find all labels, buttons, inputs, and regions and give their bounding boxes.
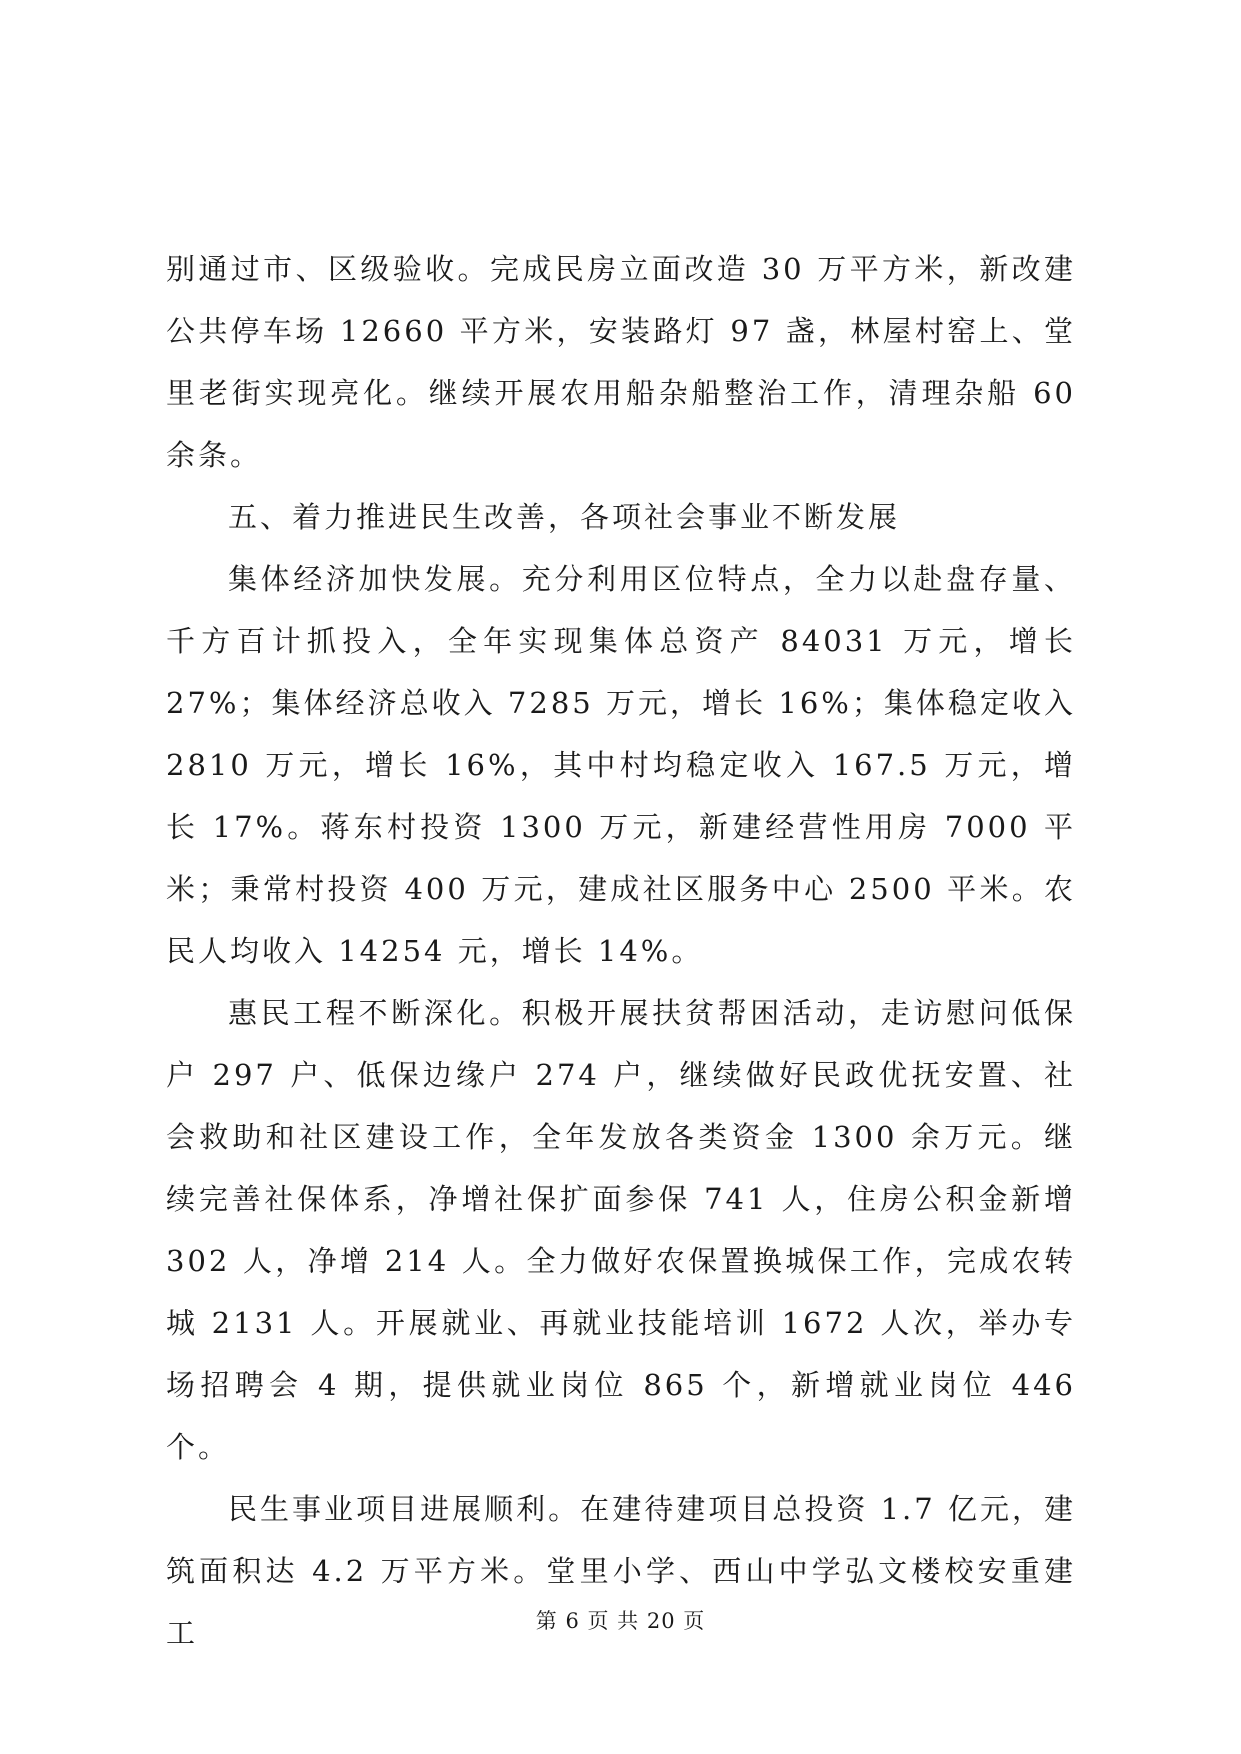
- paragraph-livelihood-projects: 民生事业项目进展顺利。在建待建项目总投资 1.7 亿元，建筑面积达 4.2 万平方米。堂里小学、西山中学弘文楼校安重建工: [166, 1492, 1076, 1650]
- section-heading: 五、着力推进民生改善，各项社会事业不断发展: [228, 500, 901, 534]
- document-body: [166, 238, 1076, 1664]
- paragraph-welfare-projects: 惠民工程不断深化。积极开展扶贫帮困活动，走访慰问低保户 297 户、低保边缘户 274 户，继续做好民政优抚安置、社会救助和社区建设工作，全年发放各类资金 1300 余万元。继续完善社保体系，净增社保扩面参保 741 人，住房公积金新增 302 人，净增 214 人。全力做好农保置换城保工作，完成农转城 2131 人。开展就业、再就业技能培训 1672 人次，举办专场招聘会 4 期，提供就业岗位 865 个，新增就业岗位 446 个。: [166, 996, 1076, 1464]
- paragraph-continuation: 别通过市、区级验收。完成民房立面改造 30 万平方米，新改建公共停车场 12660 平方米，安装路灯 97 盏，林屋村窑上、堂里老街实现亮化。继续开展农用船杂船整治工作，清理杂船 60 余条。: [166, 252, 1076, 472]
- paragraph-collective-economy: 集体经济加快发展。充分利用区位特点，全力以赴盘存量、千方百计抓投入，全年实现集体总资产 84031 万元，增长 27%；集体经济总收入 7285 万元，增长 16%；集体稳定收入 2810 万元，增长 16%，其中村均稳定收入 167.5 万元，增长 17%。蒋东村投资 1300 万元，新建经营性用房 7000 平米；秉常村投资 400 万元，建成社区服务中心 2500 平米。农民人均收入 14254 元，增长 14%。: [166, 562, 1076, 968]
- page-number-footer: 第 6 页 共 20 页: [535, 1609, 706, 1633]
